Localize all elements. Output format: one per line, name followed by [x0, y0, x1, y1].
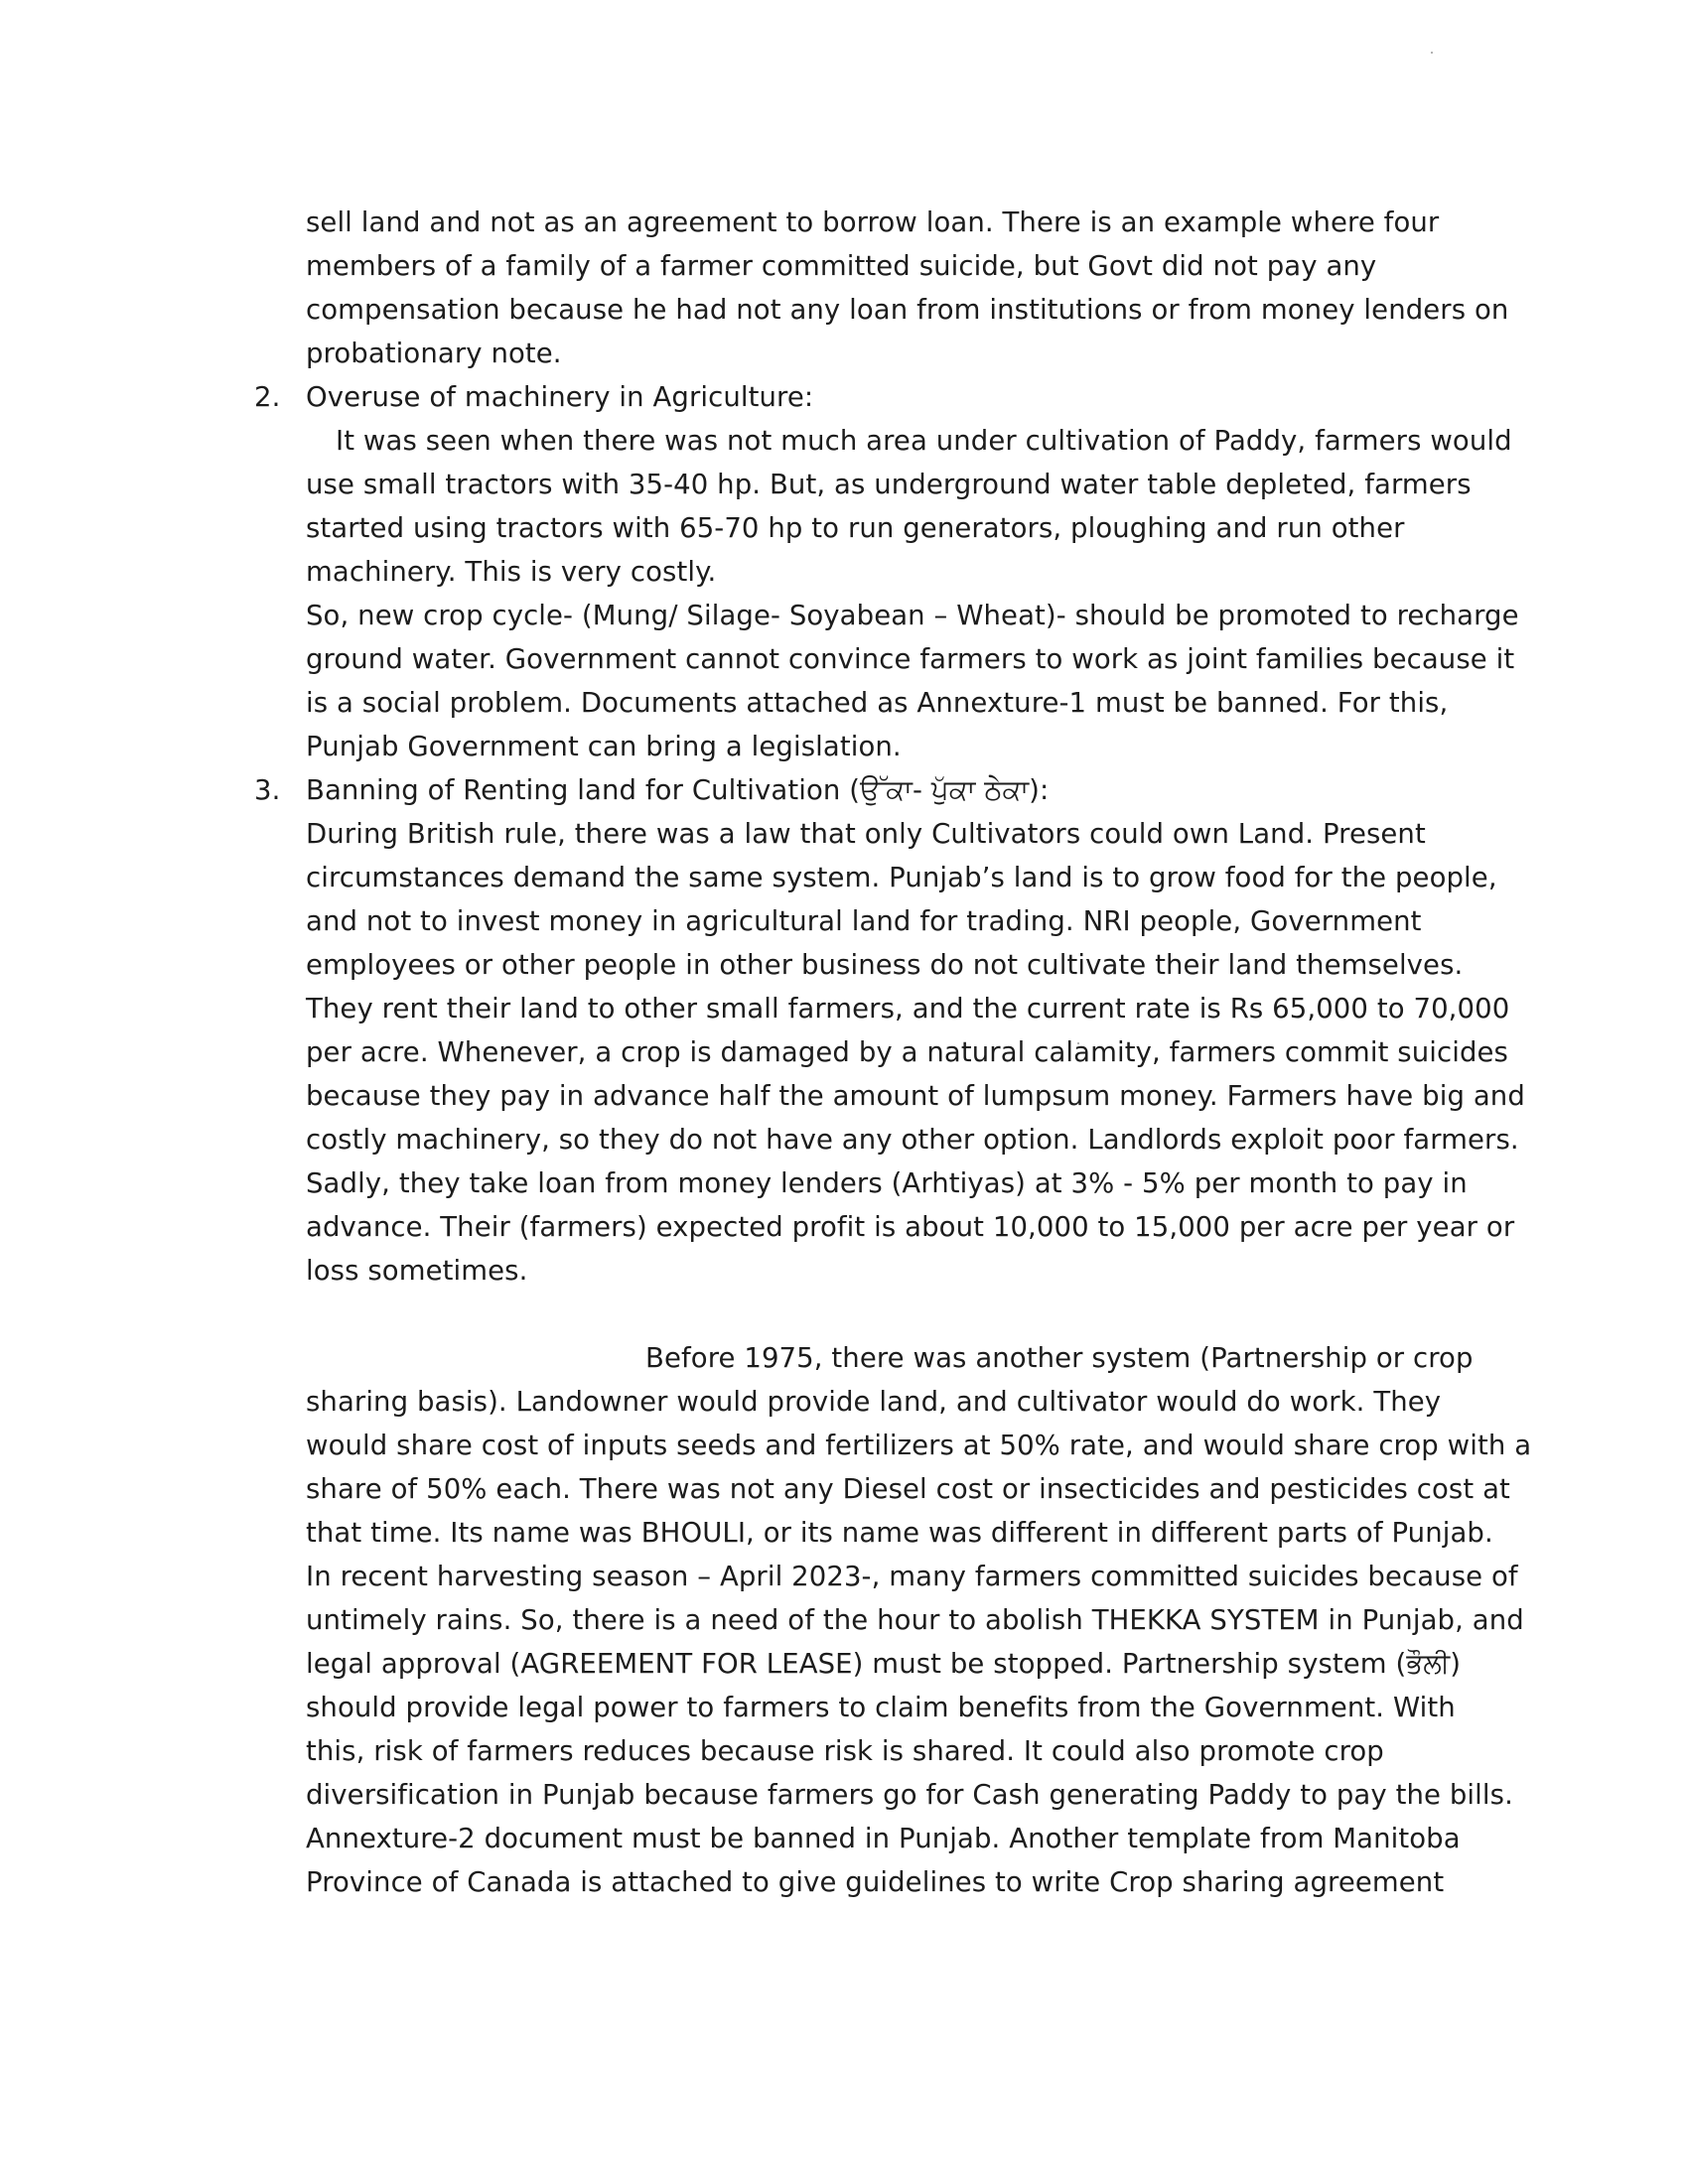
- text-line: During British rule, there was a law that only Cultivators could own Land. Present: [306, 818, 1426, 850]
- text-line: machinery. This is very costly.: [306, 556, 717, 588]
- text-line: this, risk of farmers reduces because risk is shared. It could also promote crop: [306, 1735, 1384, 1767]
- text-line: that time. Its name was BHOULI, or its name was different in different parts of Punjab.: [306, 1517, 1493, 1549]
- item-2-heading: Overuse of machinery in Agriculture:: [306, 381, 814, 413]
- text-line: circumstances demand the same system. Punjab’s land is to grow food for the people,: [306, 862, 1497, 893]
- text-line: advance. Their (farmers) expected profit is about 10,000 to 15,000 per acre per year or: [306, 1211, 1515, 1243]
- list-item-2: [254, 375, 1519, 768]
- text-line: It was seen when there was not much area under cultivation of Paddy, farmers would: [336, 425, 1512, 457]
- text-line: per acre. Whenever, a crop is damaged by a natural calamity, farmers commit suicides: [306, 1036, 1508, 1068]
- list-item-3: [254, 768, 1532, 1904]
- text-line: and not to invest money in agricultural land for trading. NRI people, Government: [306, 905, 1422, 937]
- text-line: compensation because he had not any loan from institutions or from money lenders on: [306, 294, 1509, 326]
- text-line: employees or other people in other business do not cultivate their land themselves.: [306, 949, 1464, 981]
- text-line: Province of Canada is attached to give guidelines to write Crop sharing agreement: [306, 1866, 1445, 1898]
- text-line: ground water. Government cannot convince farmers to work as joint families because it: [306, 643, 1515, 675]
- text-line: share of 50% each. There was not any Diesel cost or insecticides and pesticides cost at: [306, 1473, 1510, 1505]
- text-line: Sadly, they take loan from money lenders (Arhtiyas) at 3% - 5% per month to pay in: [306, 1167, 1468, 1199]
- text-line: loss sometimes.: [306, 1255, 528, 1287]
- text-line: members of a family of a farmer committed suicide, but Govt did not pay any: [306, 250, 1377, 282]
- text-line: In recent harvesting season – April 2023-, many farmers committed suicides because of: [306, 1561, 1518, 1592]
- text-line: should provide legal power to farmers to claim benefits from the Government. With: [306, 1692, 1456, 1723]
- item-2-heading-line: [254, 375, 1512, 419]
- paragraph-gap: [306, 1293, 1512, 1336]
- text-line: because they pay in advance half the amount of lumpsum money. Farmers have big and: [306, 1080, 1525, 1112]
- item-3-heading: Banning of Renting land for Cultivation (ਉੱਕਾ- ਪੁੱਕਾ ਠੇਕਾ):: [306, 774, 1050, 806]
- text-line: diversification in Punjab because farmers go for Cash generating Paddy to pay the bills.: [306, 1779, 1513, 1811]
- item-3-paragraph-2: [306, 1336, 1532, 1904]
- document-body: [254, 201, 1532, 1904]
- text-line: So, new crop cycle- (Mung/ Silage- Soyabean – Wheat)- should be promoted to recharge: [306, 600, 1519, 631]
- text-line: probationary note.: [306, 338, 562, 369]
- text-line: costly machinery, so they do not have any other option. Landlords exploit poor farmers.: [306, 1124, 1519, 1156]
- text-line: started using tractors with 65-70 hp to run generators, ploughing and run other: [306, 512, 1405, 544]
- item-3-number: 3.: [254, 774, 281, 806]
- text-line: Annexture-2 document must be banned in Punjab. Another template from Manitoba: [306, 1823, 1461, 1854]
- item-2-paragraph-2: [306, 594, 1519, 768]
- item-2-paragraph-1: [306, 419, 1512, 594]
- text-line: untimely rains. So, there is a need of the hour to abolish THEKKA SYSTEM in Punjab, and: [306, 1604, 1524, 1636]
- text-line: legal approval (AGREEMENT FOR LEASE) must be stopped. Partnership system (ਭੌਲੀ): [306, 1648, 1462, 1680]
- text-line: sharing basis). Landowner would provide land, and cultivator would do work. They: [306, 1386, 1442, 1418]
- item-2-number: 2.: [254, 381, 281, 413]
- intro-paragraph: [306, 201, 1512, 375]
- scan-speck: [1431, 52, 1433, 54]
- text-line: Before 1975, there was another system (Partnership or crop: [645, 1342, 1474, 1374]
- item-3-paragraph-1: [306, 812, 1525, 1293]
- text-line: would share cost of inputs seeds and fertilizers at 50% rate, and would share crop with a: [306, 1430, 1532, 1461]
- text-line: They rent their land to other small farmers, and the current rate is Rs 65,000 to 70,000: [306, 993, 1510, 1024]
- text-line: is a social problem. Documents attached as Annexture-1 must be banned. For this,: [306, 687, 1449, 719]
- text-line: use small tractors with 35-40 hp. But, as underground water table depleted, farmers: [306, 469, 1472, 500]
- item-3-heading-line: [254, 768, 1512, 812]
- text-line: Punjab Government can bring a legislation.: [306, 731, 902, 762]
- text-line: sell land and not as an agreement to borrow loan. There is an example where four: [306, 206, 1440, 238]
